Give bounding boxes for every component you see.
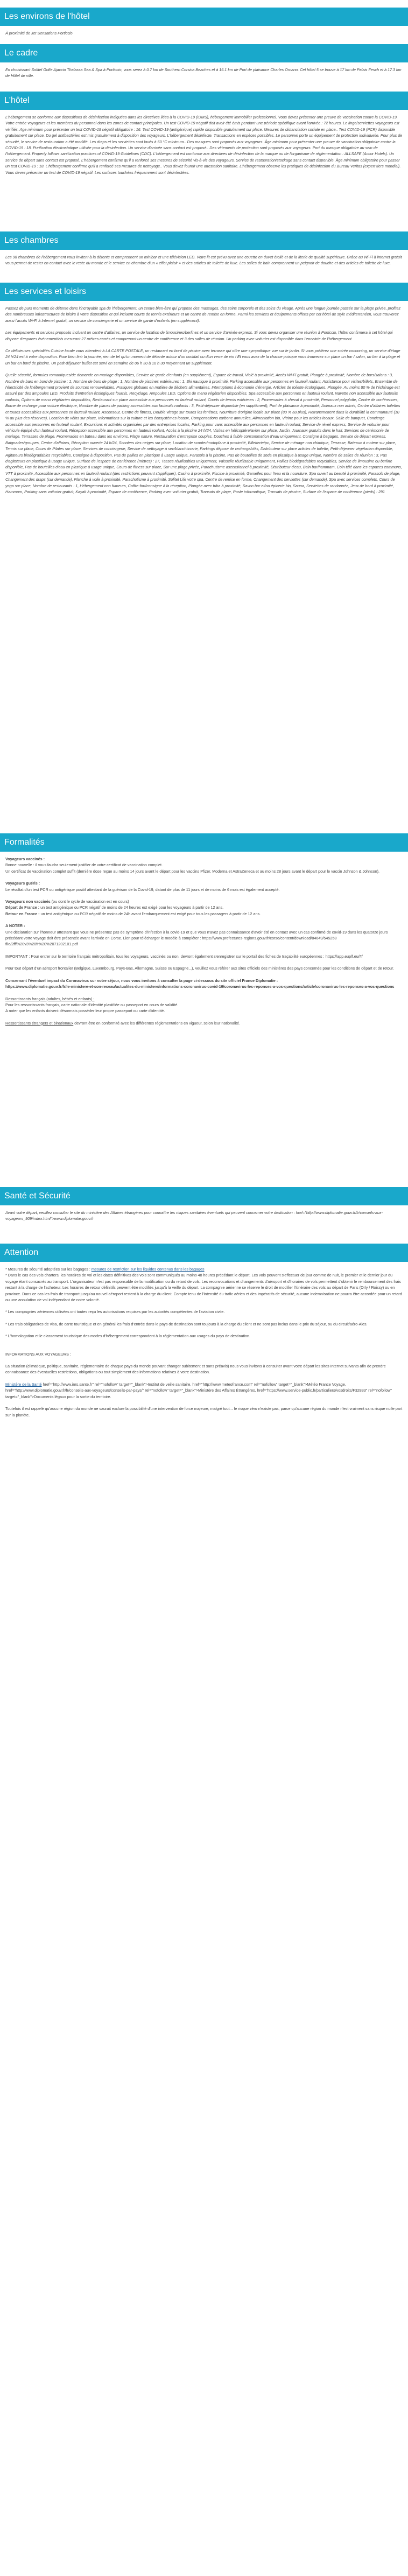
paragraph: Les 98 chambres de l'hébergement vous invitent à la détente et comprennent un minibar et une télévision LED. Votre lit est prévu avec une couette en duvet étoilé et de la literie de qualité supérieure. Grâce au Wi-Fi à internet gratuit vous permet de rester en contact avec le reste du monde et le service en chambre d'un « effet plaisir » et des articles de toilette de luxe. Les salles de bain comprennent un peignoir de douche et des articles de toilette de luxe.: [5, 255, 402, 266]
paragraph: [5, 880, 403, 893]
section-body: [0, 250, 408, 275]
paragraph: À proximité de Jet Sensations Porticcio: [5, 31, 73, 36]
text: un test antigénique ou PCR négatif de moins de 24 heures est exigé pour les voyageurs à partir de 12 ans.: [39, 905, 224, 910]
paragraph: En choisissant Sofitel Golfe Ajaccio Thalassa Sea & Spa à Porticcio, vous serez à 0.7 km de Southern Corsica Beaches et à 16.1 km de Port de plaisance Charles Ornano. Cet hôtel 5 se trouve à 17 km de Palais Fesch et à 17.3 km de Hôtel de ville.: [5, 67, 402, 79]
section-cadre: [0, 44, 408, 87]
subheading: Voyageurs non vaccinés: [5, 899, 51, 904]
section-body: [0, 852, 408, 1034]
section-title: Les services et loisirs: [0, 283, 408, 301]
text: Bonne nouvelle : il vous faudra seulement justifier de votre certificat de vaccination complet. Un certificat de vaccination complet suffit (dernière dose reçue au moins 14 jours avant le départ pour les vaccins Pfizer, Moderna et AstraZeneca et au moins 28 jours avant le départ pour le vaccin Johnson & Johnson).: [5, 862, 380, 874]
paragraph: Ce délicieuses spécialités Cuisine locale vous attendent à LA CARTE POSTALE, un restaurant en bord de piscine avec terrasse qui offre une sympathique vue sur le jardin. Si vous préférez une soirée cocooning, un service d'étage 24 h/24 est à votre disposition. Pour bien finir la journée, rien de tel qu'un moment de détente autour d'un cocktail ou d'un verre de vin ! Et vous avez de la chance puisque vous trouverez sur place un bar / salon, un bar à la plage et un bar en bord de piscine. Un petit-déjeuner buffet est servi en semaine de 06 h 30 à 10 h 30 moyennant un supplément.: [5, 348, 400, 366]
section-attention: [0, 1244, 408, 1426]
section-body: [0, 26, 408, 44]
paragraph: * Les compagnies aériennes utilisées ont toutes reçu les autorisations requises par les autorités compétentes de l'aviation civile.: [5, 1309, 225, 1315]
text: un test antigénique ou PCR négatif de moins de 24h avant l'embarquement est exigé pour tous les passagers à partir de 12 ans.: [39, 911, 261, 916]
link[interactable]: https://www.diplomatie.gouv.fr/fr/le-ministere-et-son-reseau/actualites-du-ministere/informations-coronavirus-covid-19/coronavirus-les-reponses-a-vos-questions/article/coronavirus-les-reponses-a-vos-questions: [5, 984, 395, 989]
paragraph: [5, 1020, 403, 1026]
subheading: INFORMATIONS AUX VOYAGEURS :: [5, 1351, 71, 1357]
paragraph: [5, 996, 403, 1014]
paragraph: Quelle sécurité, formules romantiques/de demande en mariage disponibles, Service de garde d'enfants (en supplément), Espace de travail, Violé à proximité, Accès Wi-Fi gratuit, Plongée à proximité, Nombre de bars/salons : 3, Nombre de bars en bord de piscine : 1, Nombre de bars de plage : 1, Nombre de piscines extérieures : 1, Ski nautique à proximité, Parking accessible aux personnes en fauteuil roulant, Assistance pour visites/billets, Ensemble de l'électricité de l'hébergement provient de sources renouvelables, Pratiques globales en matière de déchets alimentaires, Interruptions à économie d'énergie, Articles de toilette écologiques, Plongée, Au moins 80 % de l'éclairage est assuré par des ampoules LED, Produits d'entretien écologiques fournis, Recyclage, Ampoules LED, Options de menu végétarien disponibles, Spa accessible aux personnes en fauteuil roulant, Navette non accessible aux fauteuils roulants, Options de menu végétarien disponibles, Restaurant sur place accessible aux personnes en fauteuil roulant, Courts de tennis extérieurs : 2, Promenades à cheval à proximité, Personnel polyglotte, Centre de conférences, Borne de recharge pour voiture électrique, Nombre de places de parking accessibles aux fauteuils roulants : 3, Petit-déjeuner disponible (en supplément), Port de plaisance à proximité, Animaux non admis, Centre d'affaires toilettes et toutes accessibles aux personnes en fauteuil roulant, Ascenseur, Centre de fitness, Double vitrage sur toutes les fenêtres, Nourriture d'origine locale sur place (80 % au plus), Retransmettent dans la durabilité la communauté (10 % au plus des réserves), Location de vélos sur place, Informations sur la culture et les écosystèmes locaux, Compensations carbone annuelles, Alimentation bio, Vitrine pour les articles locaux, Salle de banquet, Concierge accessible aux personnes en fauteuil roulant, Excursions et activités organisées par des entreprises locales, Parking pour vans accessible aux personnes en fauteuil roulant, Service de réveil express, Service de voiturier pour véhicule équipé d'un fauteuil roulant, Réception accessible aux personnes en fauteuil roulant, Accès à la piscine 24 h/24, Visites en hélicoptère/avion sur place, Jardin, Journaux gratuits dans le hall, Services de cérémonie de mariage, Terrasses de plage, Promenades en bateau dans les environs, Plage nature, Restauration d'entreprise couples, Douches à faible consommation d'eau uniquement, Consigne à bagages, Service de départ express, Baignades/groupes, Centre d'affaires, Réception ouverte 24 h/24, Scooters des neiges sur place, Location de scooter/motoplane à proximité, Billetterie/pc, Service de ménage non chimique, Terrasse, Bateaux à moteur sur place, Tennis sur place, Cours de Pilates sur place, Services de conciergerie, Service de nettoyage à sec/blanchisserie, Parkings dépose de recharge/clés, Distributeur sur place articles de toilette, Petit-déjeuner végétarien disponible, Agitateurs biodégradables recyclables, Consigne à disposition, Pas de pailles en plastique à usage unique, Parasols à la piscine, Pas de bouteilles de soda en plastique à usage unique, Nombre de salles de réunion : 3, Pas d'agitateurs en plastique à usage unique, Surface de l'espace de conférence (mètres) : 27, Tasses réutilisables uniquement, Vaisselle réutilisable uniquement, Pailles biodégradables recyclables, Service de limousine ou berline disponible, Pas de bouteilles d'eau en plastique à usage unique, Cours de fitness sur place, Sur une plage privée, Parachutisme ascensionnel à proximité, Distributeur d'eau, Bain bar/hammam, Coin télé dans les espaces communs, VTT à proximité, Accessible aux personnes en fauteuil roulant (des restrictions peuvent s'appliquer), Casino à proximité, Piscine à proximité, Gamelles pour l'eau et la nourriture, Spa ouvert au beauté à proximité, Parasols de plage, Changement des draps (sur demande), Planche à voile à proximité, Parachutisme à proximité, Sofitel Life votre spa, Centre de remise en forme, Changement des serviettes (sur demande), Spa avec services complets, Cours de yoga sur place, Nombre de restaurants : 1, Hébergement non fumeurs, Coffre-fort/consigne à la réception, Plongée avec tuba à proximité, Savon bar et/ou épicerie bio, Sauna, Serviettes de randonnée, Jeux de bord à proximité, Hammam, Parking sans voiturier gratuit, Kayak à proximité, Espace de conférence, Parking avec voiturier gratuit, Transats de plage, Poste informatique, Transats de piscine, Surface de l'espace de conférence (pieds) : 291: [5, 373, 402, 494]
section-title: Les chambres: [0, 231, 408, 250]
text: Une déclaration sur l'honneur attestant que vous ne présentez pas de symptôme d'infection à la covid-19 et que vous n'avez pas connaissance d'avoir été en contact avec un cas confirmé de covid-19 dans les quatorze jours précédant votre voyage doit être présentée avant l'arrivée en Corse. Lien pour télécharger le modèle à compléter : https://www.prefectures-regions.gouv.fr/corse/content/download/84649/545258 file/2fff%20v3%20fr%20%2071202101.pdf: [5, 929, 388, 947]
text: * Dans le cas des vols charters, les horaires de vol et les dates définitives des vols sont communiqués au moins 48 heures précédant le départ. Les vols peuvent s'effectuer de jour comme de nuit, le premier et le dernier jour du voyage étant consacrés au transport. L'organisateur n'est pas responsable de la modification ou du retard de vols. Les reconvocations et changements d'aéroport et d'horaires de vols permettent d'obtenir le remboursement des frais restant à la charge de l'acheteur. Les horaires de retour définitifs peuvent être modifiés jusqu'à la veille du départ. La compagnie aérienne se réserve le droit de modifier l'itinéraire des vols au départ de Paris (Orly / Roissy) ou en province. Dans ce cas les frais de transport jusqu'au nouvel aéroport restent à la charge du client. Compte tenu de l'intensité du trafic aérien et des impératifs de sécurité, aucune indemnisation ne pourra être accordée pour un retard ou une annulation de vol indépendant de notre volonté.: [5, 1273, 402, 1303]
subheading: Voyageurs vaccinés :: [5, 857, 45, 861]
sante-ministry-link[interactable]: Ministère de la Santé: [5, 1381, 42, 1387]
section-title: Santé et Sécurité: [0, 1187, 408, 1205]
paragraph: [5, 899, 403, 917]
paragraph: * L'homologation et le classement touristique des modes d'hébergement correspondent à la réglementation aux usages du pays de destination.: [5, 1333, 251, 1339]
subheading: Ressortissants étrangers et binationaux: [5, 1020, 74, 1026]
text: Pour les ressortissants français, carte nationale d'identité plastifiée ou passeport en cours de validité. A noter que les enfants doivent désormais posséder leur propre passeport ou carte d'identité.: [5, 1002, 179, 1014]
text: * Mesures de sécurité adoptées sur les bagages :: [5, 1267, 92, 1272]
section-body: [0, 1262, 408, 1426]
paragraph: Toutefois il est rappelé qu'aucune région du monde ne saurait exclure la possibilité d'une intervention de force majeure, malgré tout... le risque zéro n'existe pas, parce qu'aucune région du monde n'est vraiment sans risque nulle part sur la planète.: [5, 1406, 403, 1417]
subheading: A NOTER :: [5, 923, 25, 929]
section-title: Les environs de l'hôtel: [0, 8, 408, 26]
paragraph: Avant votre départ, veuillez consulter le site du ministère des Affaires étrangères pour connaître les risques sanitaires éventuels qui peuvent concerner votre destination : href="http://www.diplomatie.gouv.fr/fr/conseils-aux-voyageurs_909/index.html">www.diplomatie.gouv.fr: [5, 1210, 383, 1222]
section-title: L'hôtel: [0, 92, 408, 110]
section-hotel: [0, 92, 408, 184]
section-body: [0, 62, 408, 87]
subheading: Départ de France :: [5, 905, 40, 910]
section-body: [0, 110, 408, 184]
section-body: [0, 1205, 408, 1230]
paragraph: [5, 923, 403, 947]
paragraph: Les équipements et services proposés incluent un centre d'affaires, un service de location de limousines/berlines et un service d'arrivée express. Si vous devez organiser une réunion à Porticcio, l'hôtel confirmera à cet hôtel qui dispose d'espaces événementiels mesurant 27 mètres carrés et comprenant un centre de conférence et 3 des salles de réunion. Un parking avec voiturier est disponible dans l'enceinte de l'hébergement.: [5, 330, 393, 341]
section-title: Attention: [0, 1244, 408, 1262]
paragraph: [5, 856, 403, 874]
text: Concernant l'éventuel impact du Coronavirus sur votre séjour, nous vous invitons à consulter la page ci-dessous du site officiel France Diplomatie :: [5, 978, 278, 983]
section-body: [0, 301, 408, 503]
section-loisirs: [0, 283, 408, 503]
section-title: Formalités: [0, 833, 408, 852]
paragraph: L'hébergement se conforme aux dispositions de désinfection indiquées dans les directives liées à la COVID-19 (IDMS), hébergement immobilier professionnel. Vous devez présenter une preuve de vaccination contre la COVID-19. Votre entrée voyageurs et les membres du personnel dans les zones de contact principales. Un test COVID-19 négatif doit avoir été émis pendant une période spécifique avant l'arrivée : 72 heures. Le linge/serviettes voyageurs est vérifiés. Age minimum pour présenter un test COVID-19 négatif obligatoire : 16. Test COVID-19 (antigénique) rapide disponible gratuitement sur place. Mesures de distanciation sociale en place.. Test COVID-19 (PCR) disponible gratuitement sur place. Du gel antibactérien est mis gratuitement à disposition des voyageurs. L'hébergement désinfecte. Transactions en espèces possibles. Le personnel porte un équipement de protection individuelle. Pour plus de sécurité, le service de restauration a été modifié. Les draps et les serviettes sont lavés à 60 °C minimum.. Des masques sont proposés aux voyageurs. Âge minimum pour présenter une preuve de vaccination obligatoire contre la COVID-19 : 18. Purification électrostatique utilisée pour la désinfection. Un service d'arrivée sans contact est proposé.. Des vêtements de protection sont proposés aux voyageurs. Port du masque obligatoire au sein de l'hébergement. Property follows sanitization practices of COVID-19 Guidelines (CDC). L'hébergement est conforme aux directives de désinfection de la marque ou de l'organisme de réglementation : ALLSAFE (Accor Hotels). Un service de départ sans contact est proposé. L'hébergement confirme qu'il a renforcé ses mesures de sécurité vis-à-vis des voyageurs. Service de restauration/stockage sans contact disponible. Âge minimum obligatoire pour passer un test COVID-19 : 18. L'hébergement confirme qu'il a renforcé ses mesures de nettoyage.. Vous devez fournir une attestation sanitaire. L'hébergement observe les pratiques de désinfection du Bureau Veritas (expert tiers mondial). Vous devez présenter un test de COVID-19 négatif. Les surfaces touchées fréquemment sont désinfectées.: [5, 115, 403, 175]
subheading: Ressortissants français (adultes, bébés et enfants) :: [5, 996, 95, 1001]
paragraph: [5, 1266, 403, 1303]
text: (ou dont le cycle de vaccination est en cours): [50, 899, 129, 904]
section-formalites: [0, 833, 408, 1034]
text: href="http://www.inrs.sante.fr" rel="nofollow" target="_blank">Institut de veille sanitaire, href="http://www.meteofrance.com" rel="nofollow" target="_blank">Météo France Voyage, href="http://www.diplomatie.gouv.fr/fr/conseils-aux-voyageurs/conseils-par-pays/" rel="nofollow" target="_blank">Ministère des Affaires Étrangères, href="https://www.service-public.fr/particuliers/vosdroits/F32833" rel="nofollow" target="_blank">Documents légaux pour la sortie du territoire.: [5, 1381, 392, 1399]
text: Le résultat d'un test PCR ou antigénique positif attestant de la guérison de la Covid-19, datant de plus de 11 jours et de moins de 6 mois est également accepté.: [5, 887, 280, 892]
paragraph: * Les trais obligatoires de visa, de carte touristique et en général les frais d'entrée dans le pays de destination sont toujours à la charge du client et ne sont pas inclus dans le prix du séjour, ou du circuit/aéro-Ales.: [5, 1321, 368, 1326]
paragraph: Pour tout départ d'un aéroport frontalier (Belgique, Luxembourg, Pays-Bas, Allemagne, Suisse ou Espagne...), veuillez vous référer aux sites officiels des ministères des pays concernés pour les conditions de départ et de retour.: [5, 966, 394, 971]
paragraph: Passez de purs moments de détente dans l'incroyable spa de l'hébergement, un centre bien-être qui propose des massages, des soins corporels et des soins du visage. Après une longue journée passée sur la plage privée, profitez des nombreuses infrastructures de loisirs à votre disposition et qui incluent courts de tennis extérieurs et un centre de remise en forme. Parmi les services et équipements offerts par cet hôtel de style méditerranéen, vous trouverez aussi l'accès Wi-Fi à Internet gratuit, un service de conciergerie et un service de garde d'enfants (en supplément).: [5, 306, 401, 323]
section-environs: [0, 8, 408, 44]
section-title: Le cadre: [0, 44, 408, 62]
luggage-rules-link[interactable]: mesures de restriction sur les liquides contenus dans les bagages: [91, 1267, 205, 1272]
paragraph: La situation (climatique, politique, sanitaire, réglementaire de chaque pays du monde pouvant changer subitement et sans préavis) nous vous invitons à consulter avant votre départ les sites Internet suivants afin de prendre connaissance des éventuelles restrictions, obligations ou tout simplement des informations relatives à votre destination.: [5, 1364, 386, 1375]
section-chambres: [0, 231, 408, 275]
section-sante: [0, 1187, 408, 1230]
subheading: Retour en France :: [5, 911, 40, 916]
paragraph: [5, 978, 403, 990]
paragraph: IMPORTANT : Pour entrer sur le territoire français métropolitain, tous les voyageurs, vaccinés ou non, devront également s'enregistrer sur le portail des fiches de traçabilité européennes : https://app.euplf.eu/#/: [5, 953, 363, 959]
subheading: Voyageurs guéris :: [5, 881, 40, 886]
text: devront être en conformité avec les différentes réglementations en vigueur, selon leur nationalité.: [73, 1020, 241, 1026]
paragraph: [5, 1381, 403, 1400]
